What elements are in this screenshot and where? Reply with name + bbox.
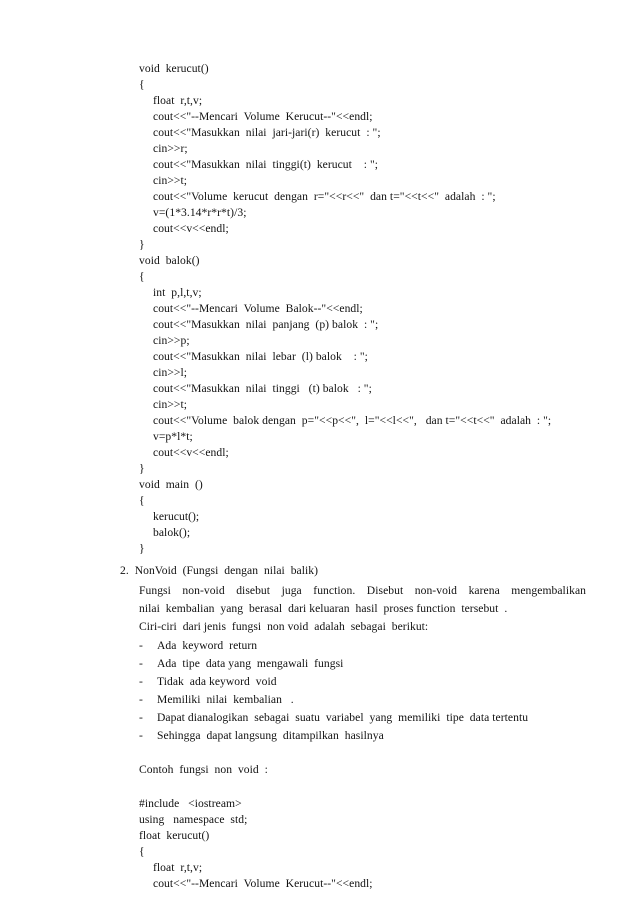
bullet-marker: - [139,639,143,652]
code-line: void main () [139,478,203,491]
code-line: cin>>r; [153,142,188,155]
bullet-marker: - [139,675,143,688]
code-line: } [139,462,145,475]
code-line: float r,t,v; [153,94,203,107]
code-line: cin>>p; [153,334,190,347]
code-line: { [139,845,145,858]
code-line: cin>>t; [153,174,188,187]
code-line: cout<<"Masukkan nilai tinggi (t) balok : "; [153,382,372,395]
ciri-intro: Ciri-ciri dari jenis fungsi non void adalah sebagai berikut: [139,620,429,633]
code-line: cout<<"--Mencari Volume Kerucut--"<<endl; [153,877,373,890]
bullet-marker: - [139,729,143,742]
code-line: cout<<"Masukkan nilai tinggi(t) kerucut : "; [153,158,378,171]
list-item: Memiliki nilai kembalian . [157,693,294,706]
bullet-marker: - [139,693,143,706]
list-item: Ada tipe data yang mengawali fungsi [157,657,344,670]
paragraph-line: Fungsi non-void disebut juga function. Disebut non-void karena mengembalikan [139,584,586,597]
example-label: Contoh fungsi non void : [139,763,268,776]
code-line: { [139,78,145,91]
section-heading: 2. NonVoid (Fungsi dengan nilai balik) [120,564,319,577]
code-line: } [139,542,145,555]
code-line: cout<<v<<endl; [153,446,229,459]
code-line: cout<<"Volume balok dengan p="<<p<<", l="<<l<<", dan t="<<t<<" adalah : "; [153,414,552,427]
code-line: { [139,494,145,507]
code-line: int p,l,t,v; [153,286,202,299]
list-item: Sehingga dapat langsung ditampilkan hasilnya [157,729,384,742]
code-line: } [139,238,145,251]
code-line: #include <iostream> [139,797,242,810]
code-line: cout<<"Masukkan nilai panjang (p) balok : "; [153,318,379,331]
code-line: cout<<"--Mencari Volume Kerucut--"<<endl; [153,110,373,123]
code-line: void balok() [139,254,200,267]
code-line: cin>>l; [153,366,188,379]
list-item: Tidak ada keyword void [157,675,277,688]
code-line: cout<<"Masukkan nilai jari-jari(r) kerucut : "; [153,126,381,139]
code-line: v=(1*3.14*r*r*t)/3; [153,206,247,219]
bullet-marker: - [139,711,143,724]
code-line: cout<<v<<endl; [153,222,229,235]
code-line: cout<<"Masukkan nilai lebar (l) balok : "; [153,350,368,363]
code-line: float r,t,v; [153,861,203,874]
code-line: { [139,270,145,283]
code-line: cout<<"--Mencari Volume Balok--"<<endl; [153,302,363,315]
code-line: kerucut(); [153,510,200,523]
list-item: Ada keyword return [157,639,258,652]
code-line: cin>>t; [153,398,188,411]
list-item: Dapat dianalogikan sebagai suatu variabel yang memiliki tipe data tertentu [157,711,529,724]
code-line: float kerucut() [139,829,210,842]
code-line: void kerucut() [139,62,209,75]
code-line: using namespace std; [139,813,248,826]
bullet-marker: - [139,657,143,670]
code-line: v=p*l*t; [153,430,193,443]
code-line: balok(); [153,526,191,539]
code-line: cout<<"Volume kerucut dengan r="<<r<<" dan t="<<t<<" adalah : "; [153,190,496,203]
paragraph-line: nilai kembalian yang berasal dari keluaran hasil proses function tersebut . [139,602,508,615]
